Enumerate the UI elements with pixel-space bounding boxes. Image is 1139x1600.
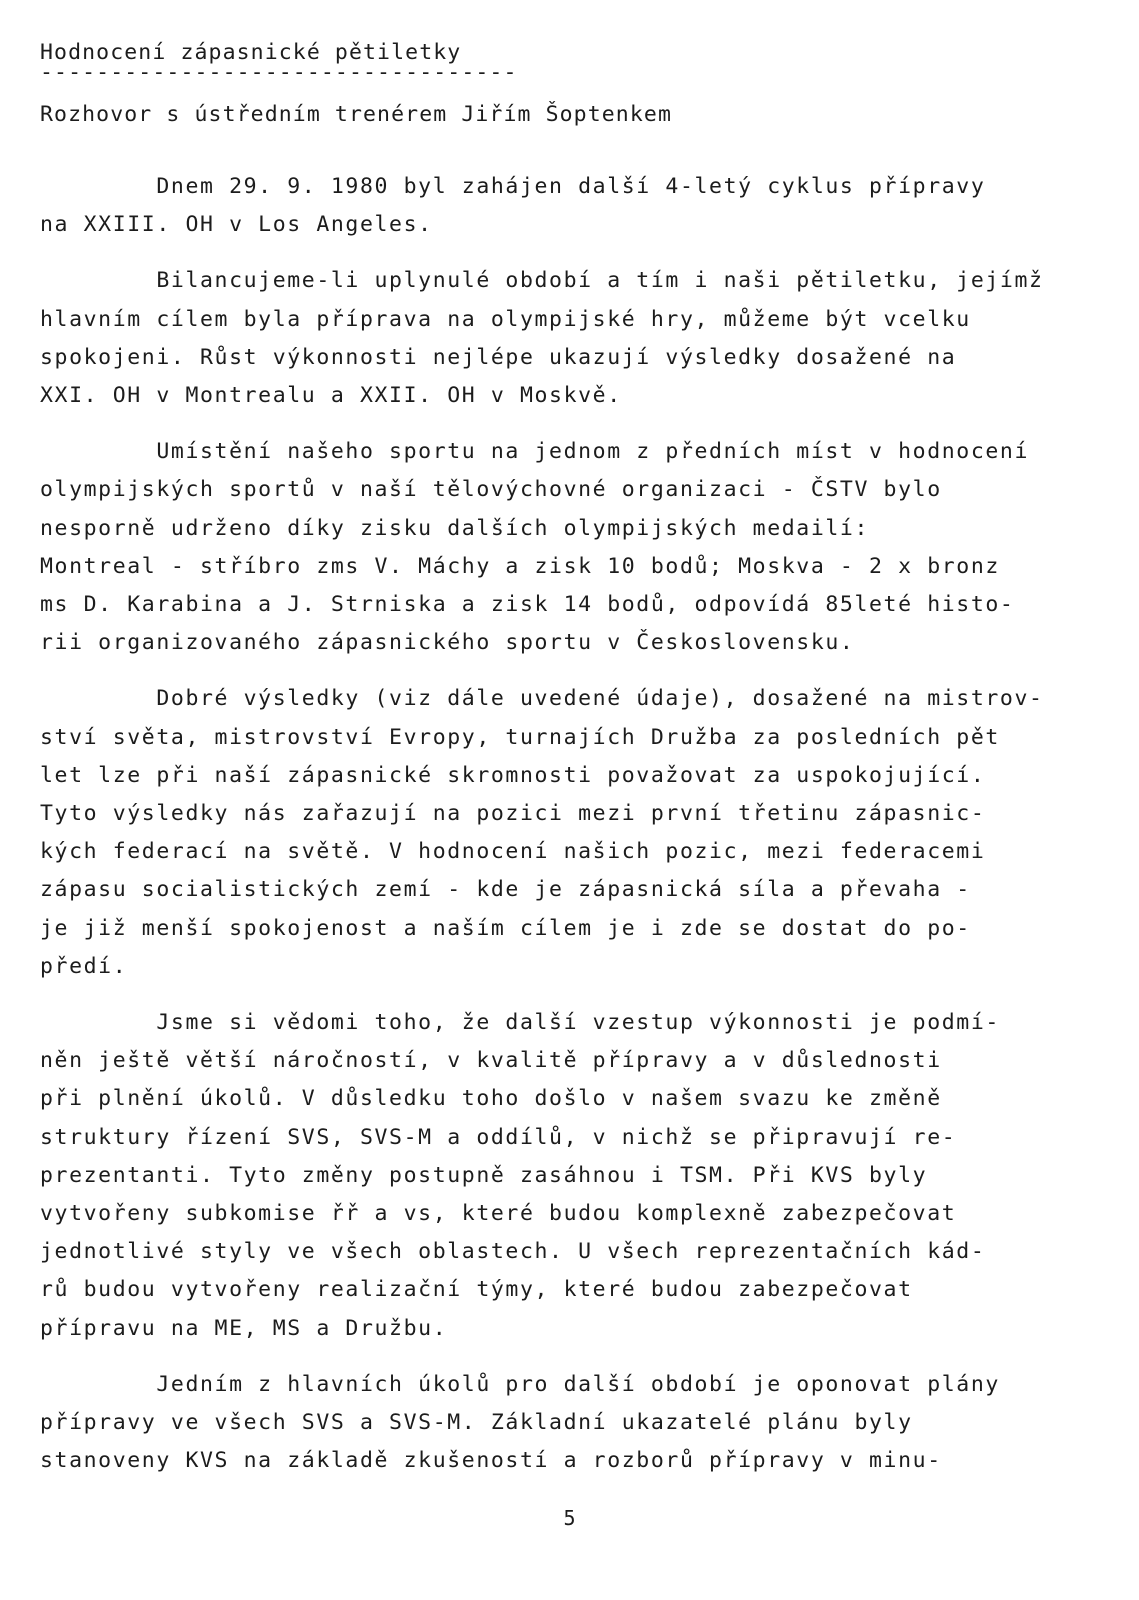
text-line: vytvořeny subkomise řř a vs, které budou komplexně zabezpečovat: [40, 1201, 957, 1227]
text-line: jednotlivé styly ve všech oblastech. U všech reprezentačních kád-: [40, 1239, 986, 1265]
text-line: při plnění úkolů. V důsledku toho došlo v našem svazu ke změně: [40, 1086, 942, 1112]
text-line: rů budou vytvořeny realizační týmy, které budou zabezpečovat: [40, 1277, 913, 1303]
text-line: ms D. Karabina a J. Strniska a zisk 14 bodů, odpovídá 85leté histo-: [40, 592, 1015, 618]
text-line: XXI. OH v Montrealu a XXII. OH v Moskvě.: [40, 383, 622, 409]
article-title: Hodnocení zápasnické pětiletky: [40, 40, 462, 65]
text-line: Tyto výsledky nás zařazují na pozici mezi první třetinu zápasnic-: [40, 801, 986, 827]
text-line: předí.: [40, 953, 128, 979]
text-line: let lze při naší zápasnické skromnosti považovat za uspokojující.: [40, 762, 986, 788]
text-line: Dnem 29. 9. 1980 byl zahájen další 4-letý cyklus přípravy: [40, 174, 986, 199]
text-line: hlavním cílem byla příprava na olympijské hry, můžeme být vcelku: [40, 306, 971, 332]
text-line: olympijských sportů v naší tělovýchovné organizaci - ČSTV bylo: [40, 477, 942, 503]
text-line: Jsme si vědomi toho, že další vzestup výkonnosti je podmí-: [40, 1010, 1000, 1036]
paragraph-2: [40, 262, 1079, 415]
text-line: na XXIII. OH v Los Angeles.: [40, 212, 433, 238]
text-line: zápasu socialistických zemí - kde je zápasnická síla a převaha -: [40, 877, 971, 903]
text-line: stanoveny KVS na základě zkušeností a rozborů přípravy v minu-: [40, 1448, 942, 1474]
paragraph-4: [40, 680, 1079, 986]
text-line: spokojeni. Růst výkonnosti nejlépe ukazují výsledky dosažené na: [40, 344, 957, 370]
text-line: Umístění našeho sportu na jednom z předních míst v hodnocení: [40, 439, 1029, 465]
paragraph-3: [40, 433, 1079, 662]
paragraph-6: [40, 1366, 1079, 1481]
text-line: přípravy ve všech SVS a SVS-M. Základní ukazatelé plánu byly: [40, 1410, 913, 1436]
text-line: Jedním z hlavních úkolů pro další období je oponovat plány: [40, 1371, 1000, 1397]
page-number: 5: [563, 1506, 576, 1530]
text-line: Bilancujeme-li uplynulé období a tím i naši pětiletku, jejímž: [40, 268, 1044, 294]
text-line: nesporně udrženo díky zisku dalších olympijských medailí:: [40, 515, 870, 541]
text-line: je již menší spokojenost a naším cílem je i zde se dostat do po-: [40, 915, 971, 941]
text-line: kých federací na světě. V hodnocení našich pozic, mezi federacemi: [40, 839, 986, 865]
text-line: přípravu na ME, MS a Družbu.: [40, 1315, 448, 1341]
text-line: ství světa, mistrovství Evropy, turnajích Družba za posledních pět: [40, 724, 1000, 750]
text-line: rii organizovaného zápasnického sportu v Československu.: [40, 630, 855, 656]
paragraph-5: [40, 1004, 1079, 1348]
article-subtitle: Rozhovor s ústředním trenérem Jiřím Šoptenkem: [40, 102, 672, 127]
title-underline: ----------------------------------: [40, 66, 518, 80]
text-line: něn ještě větší náročností, v kvalitě přípravy a v důslednosti: [40, 1048, 942, 1074]
text-line: struktury řízení SVS, SVS-M a oddílů, v nichž se připravují re-: [40, 1124, 957, 1150]
text-line: Dobré výsledky (viz dále uvedené údaje), dosažené na mistrov-: [40, 686, 1044, 712]
text-line: Montreal - stříbro zms V. Máchy a zisk 10 bodů; Moskva - 2 x bronz: [40, 553, 1000, 579]
paragraph-1: [40, 168, 1079, 244]
text-line: prezentanti. Tyto změny postupně zasáhnou i TSM. Při KVS byly: [40, 1162, 928, 1188]
